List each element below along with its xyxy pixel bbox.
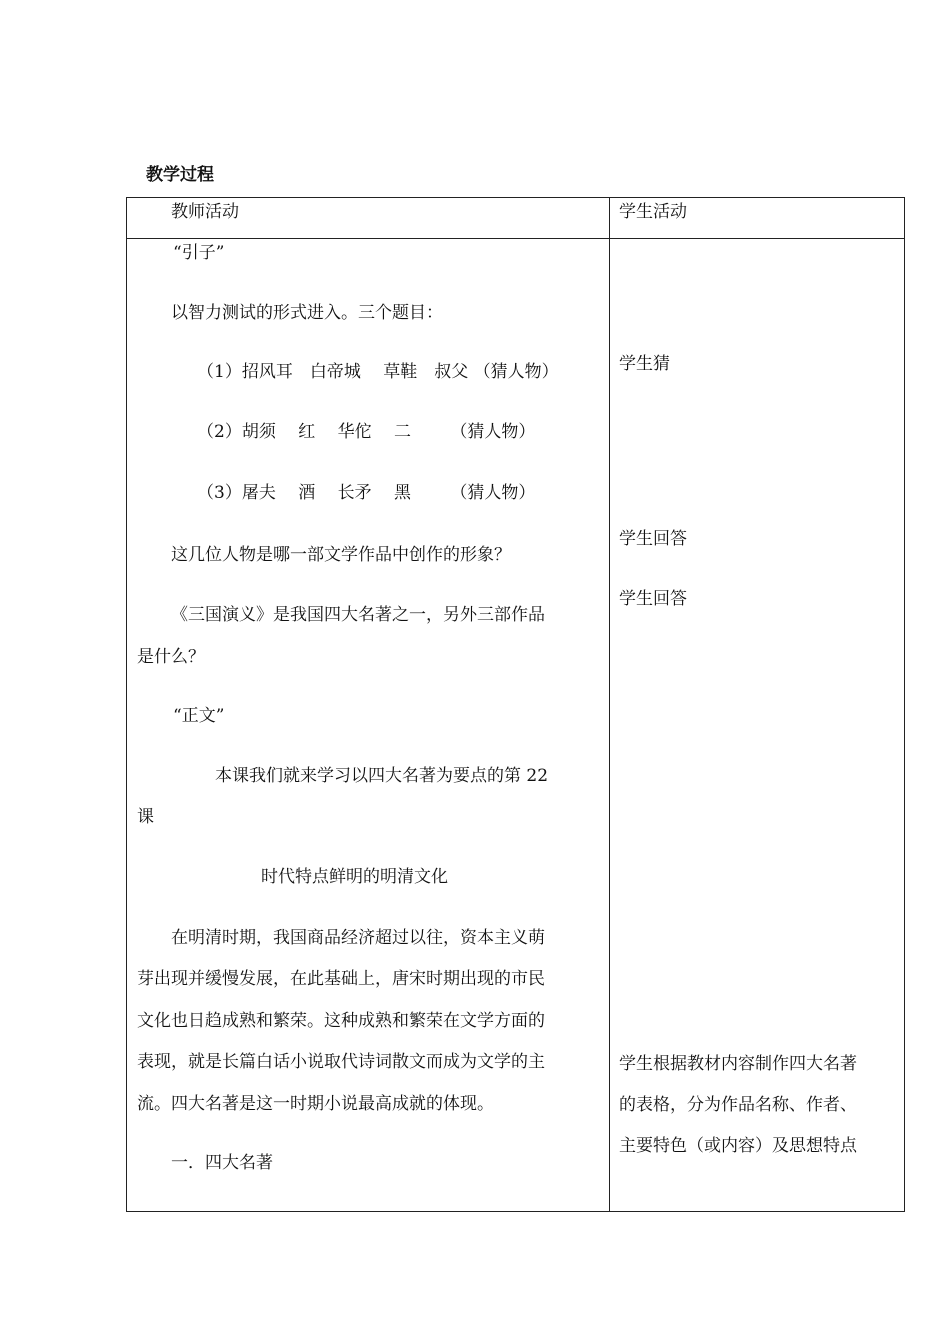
student-answer-1: 学生回答	[619, 529, 687, 549]
question-2-line-2: 是什么？	[137, 647, 205, 667]
lesson-line-2: 课	[137, 807, 154, 827]
student-guess: 学生猜	[619, 354, 670, 374]
paragraph-line-5: 流。四大名著是这一时期小说最高成就的体现。	[137, 1094, 494, 1114]
intro-label: “引子”	[173, 243, 225, 263]
section-one-heading: 一．四大名著	[171, 1153, 273, 1173]
question-2-line-1: 《三国演义》是我国四大名著之一，另外三部作品	[171, 605, 545, 625]
lesson-table	[126, 197, 905, 1212]
riddle-3: （3）屠夫 酒 长矛 黑 （猜人物）	[197, 483, 536, 503]
main-label: “正文”	[173, 706, 225, 726]
header-teacher-activity: 教师活动	[171, 202, 239, 222]
question-1: 这几位人物是哪一部文学作品中创作的形象？	[171, 545, 511, 565]
student-task-line-2: 的表格，分为作品名称、作者、	[619, 1095, 857, 1115]
header-divider	[127, 238, 904, 239]
riddle-1: （1）招风耳 白帝城 草鞋 叔父 （猜人物）	[197, 362, 559, 382]
student-task-line-3: 主要特色（或内容）及思想特点	[619, 1136, 857, 1156]
riddle-2: （2）胡须 红 华佗 二 （猜人物）	[197, 422, 536, 442]
paragraph-line-1: 在明清时期，我国商品经济超过以往，资本主义萌	[171, 928, 545, 948]
column-divider	[609, 198, 610, 1211]
paragraph-line-4: 表现，就是长篇白话小说取代诗词散文而成为文学的主	[137, 1052, 545, 1072]
intro-description: 以智力测试的形式进入。三个题目：	[171, 303, 443, 323]
header-student-activity: 学生活动	[619, 202, 687, 222]
lesson-title: 时代特点鲜明的明清文化	[261, 867, 448, 887]
paragraph-line-3: 文化也日趋成熟和繁荣。这种成熟和繁荣在文学方面的	[137, 1011, 545, 1031]
lesson-line-1: 本课我们就来学习以四大名著为要点的第 22	[215, 766, 549, 786]
paragraph-line-2: 芽出现并缓慢发展，在此基础上，唐宋时期出现的市民	[137, 969, 545, 989]
student-task-line-1: 学生根据教材内容制作四大名著	[619, 1054, 857, 1074]
section-title: 教学过程	[146, 165, 214, 185]
student-answer-2: 学生回答	[619, 589, 687, 609]
